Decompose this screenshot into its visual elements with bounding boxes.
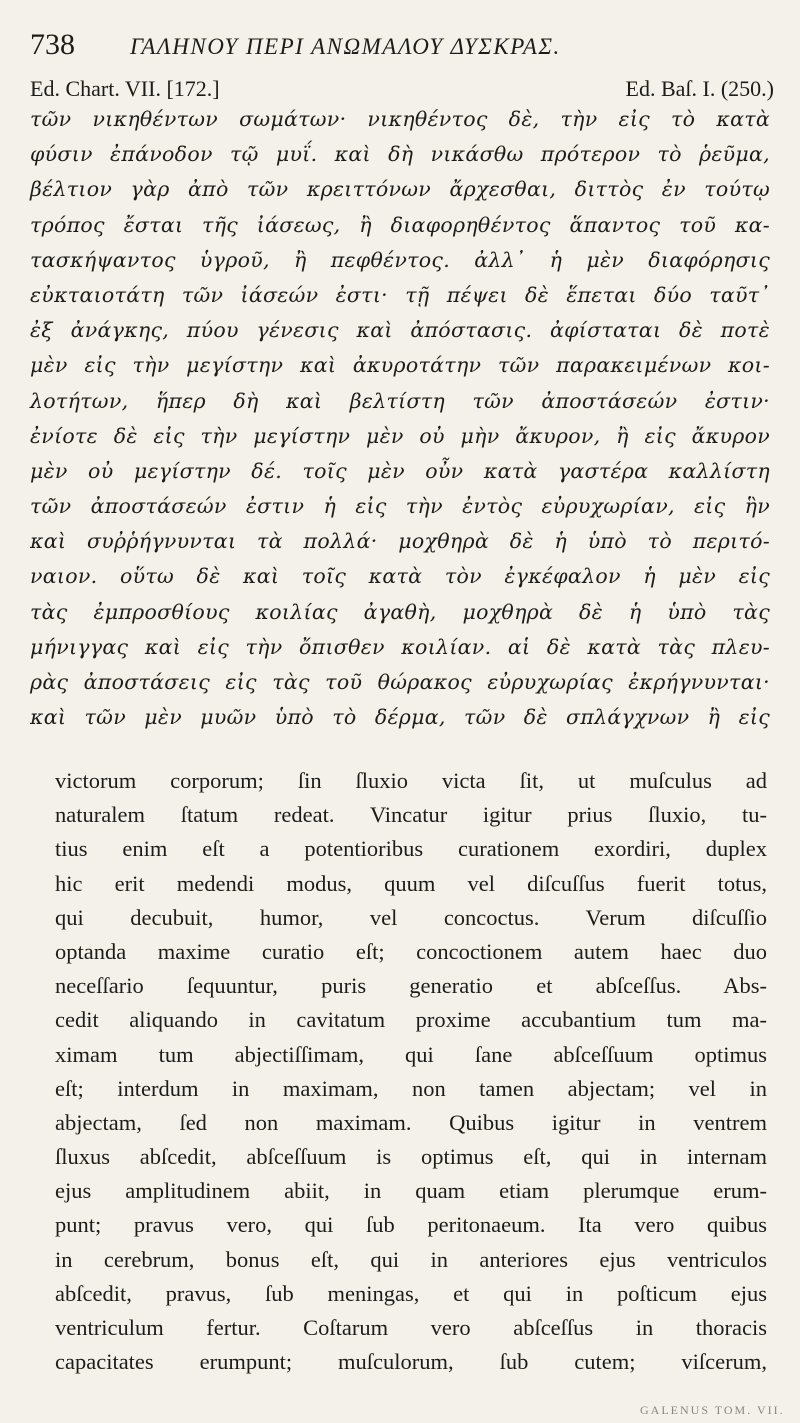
text-line: cedit aliquando in cavitatum proxime accubantium tum ma- [55,1007,767,1033]
text-line: τρόπος ἔσται τῆς ἰάσεως, ἢ διαφορηθέντος ἅπαντος τοῦ κα- [30,212,770,237]
text-line: καὶ τῶν μὲν μυῶν ὑπὸ τὸ δέρμα, τῶν δὲ σπλάγχνων ἢ εἰς [30,705,770,730]
text-line: ρὰς ἀποστάσεις εἰς τὰς τοῦ θώρακος εὐρυχωρίας ἐκρήγνυνται· [30,670,770,694]
text-line: φύσιν ἐπάνοδον τῷ μυΐ. καὶ δὴ νικάσθω πρότερον τὸ ῥεῦμα, [30,142,770,167]
signature-mark: GALENUS TOM. VII. [640,1403,785,1417]
text-line: μήνιγγας καὶ εἰς τὴν ὄπισθεν κοιλίαν. αἱ δὲ κατὰ τὰς πλευ- [30,634,770,659]
text-line: λοτήτων, ἥπερ δὴ καὶ βελτίστη τῶν ἀποστάσεών ἐστιν· [30,388,770,413]
text-line: capacitates erumpunt; muſculorum, ſub cutem; viſcerum, [55,1349,767,1375]
text-line: ναιον. οὕτω δὲ καὶ τοῖς κατὰ τὸν ἐγκέφαλον ἡ μὲν εἰς [30,564,770,589]
text-line: ſluxus abſcedit, abſceſſuum is optimus eſt, qui in internam [55,1144,767,1170]
latin-text-block [55,764,767,1379]
greek-text-block [30,102,770,735]
text-line: τὰς ἐμπροσθίους κοιλίας ἀγαθὴ, μοχθηρὰ δὲ ἡ ὑπὸ τὰς [30,599,770,624]
text-line: naturalem ſtatum redeat. Vincatur igitur prius ſluxio, tu- [55,802,767,828]
text-line: τῶν ἀποστάσεών ἐστιν ἡ εἰς τὴν ἐντὸς εὐρυχωρίαν, εἰς ἣν [30,494,770,519]
text-line: qui decubuit, humor, vel concoctus. Verum diſcuſſio [55,904,767,930]
text-line: τῶν νικηθέντων σωμάτων· νικηθέντος δὲ, τὴν εἰς τὸ κατὰ [30,107,770,131]
text-line: victorum corporum; ſin ſluxio victa ſit, ut muſculus ad [55,768,767,793]
edition-reference-basel: Ed. Baſ. I. (250.) [625,76,774,101]
text-line: tius enim eſt a potentioribus curationem exordiri, duplex [55,836,767,862]
running-title: ΓΑΛΗΝΟΥ ΠΕΡΙ ΑΝΩΜΑΛΟΥ ΔΥΣΚΡΑΣ. [130,34,561,59]
text-line: ἐνίοτε δὲ εἰς τὴν μεγίστην μὲν οὐ μὴν ἄκυρον, ἢ εἰς ἄκυρον [30,423,770,448]
edition-reference-chartier: Ed. Chart. VII. [172.] [30,76,220,101]
text-line: ejus amplitudinem abiit, in quam etiam plerumque erum- [55,1178,767,1204]
text-line: abſcedit, pravus, ſub meningas, et qui in poſticum ejus [55,1280,767,1306]
text-line: ximam tum abjectiſſimam, qui ſane abſceſſuum optimus [55,1041,767,1067]
page-header [30,26,770,70]
text-line: καὶ συῤῥήγνυνται τὰ πολλά· μοχθηρὰ δὲ ἡ ὑπὸ τὸ περιτό- [30,529,770,554]
text-line: τασκήψαντος ὑγροῦ, ἢ πεφθέντος. ἀλλ᾽ ἡ μὲν διαφόρησις [30,247,770,272]
text-line: eſt; interdum in maximam, non tamen abjectam; vel in [55,1075,767,1101]
text-line: abjectam, ſed non maximam. Quibus igitur in ventrem [55,1109,767,1135]
page-number: 738 [30,28,75,61]
text-line: μὲν εἰς τὴν μεγίστην καὶ ἀκυροτάτην τῶν παρακειμένων κοι- [30,353,770,378]
text-line: neceſſario ſequuntur, puris generatio et abſceſſus. Abs- [55,973,767,999]
text-line: ventriculum fertur. Coſtarum vero abſceſſus in thoracis [55,1315,767,1340]
text-line: μὲν οὐ μεγίστην δέ. τοῖς μὲν οὖν κατὰ γαστέρα καλλίστη [30,458,770,483]
text-line: βέλτιον γὰρ ἀπὸ τῶν κρειττόνων ἄρχεσθαι, διττὸς ἐν τούτῳ [30,177,770,202]
text-line: punt; pravus vero, qui ſub peritonaeum. Ita vero quibus [55,1212,767,1238]
text-line: in cerebrum, bonus eſt, qui in anteriores ejus ventriculos [55,1246,767,1272]
text-line: εὐκταιοτάτη τῶν ἰάσεών ἐστι· τῇ πέψει δὲ ἕπεται δύο ταῦτ᾽ [30,282,770,307]
text-line: ἐξ ἀνάγκης, πύου γένεσις καὶ ἀπόστασις. ἀφίσταται δὲ ποτὲ [30,318,770,343]
edition-references [30,76,774,104]
text-line: optanda maxime curatio eſt; concoctionem autem haec duo [55,938,767,964]
text-line: hic erit medendi modus, quum vel diſcuſſus fuerit totus, [55,870,767,896]
